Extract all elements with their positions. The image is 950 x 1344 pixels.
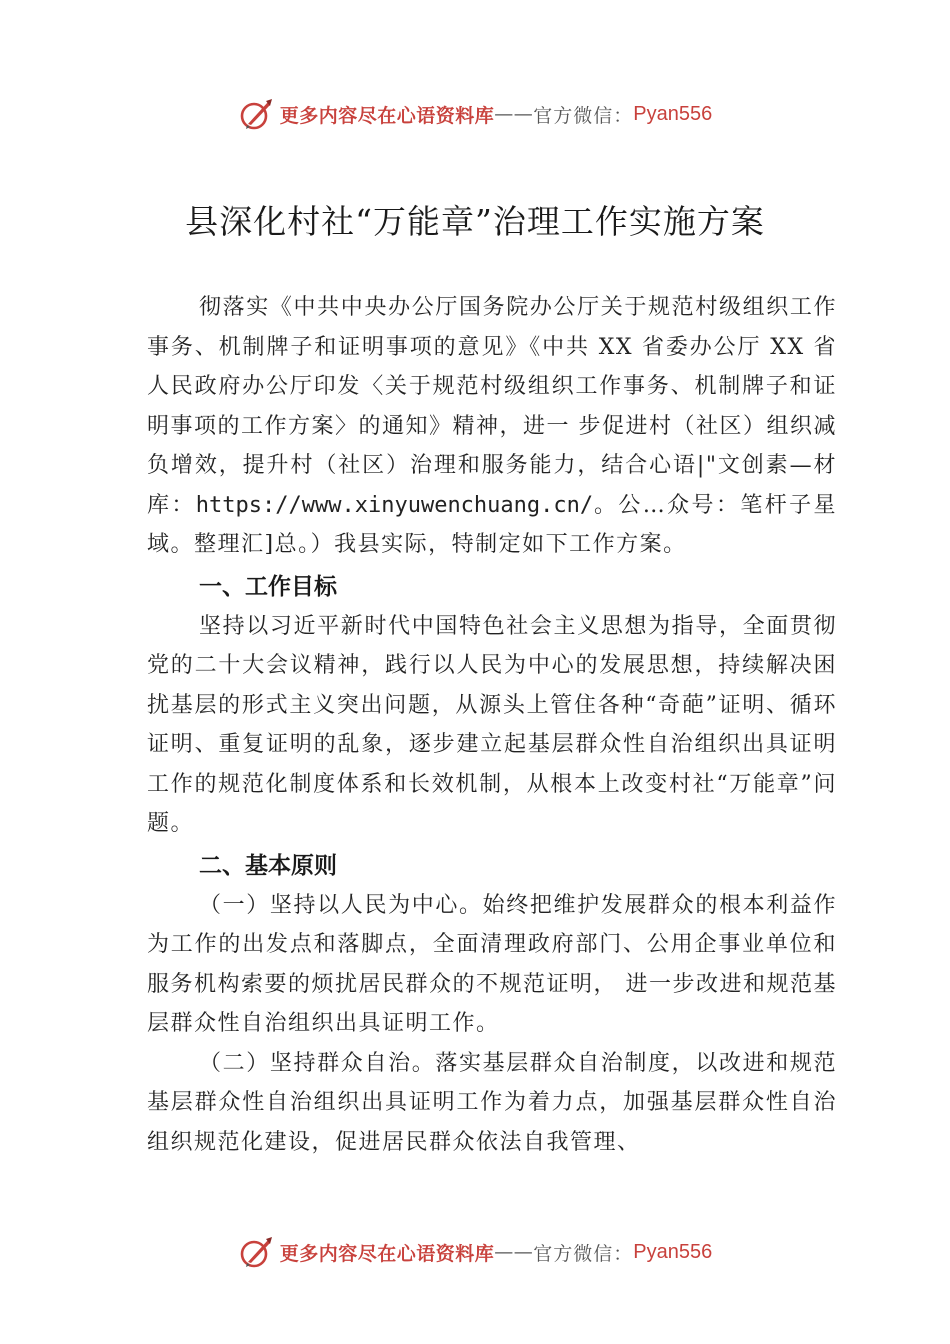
quill-pen-icon — [238, 1234, 274, 1270]
document-title: 县深化村社“万能章”治理工作实施方案 — [185, 202, 765, 241]
intro-paragraph — [147, 288, 837, 565]
principle-paragraph-1: （一）坚持以人民为中心。始终把维护发展群众的根本利益作为工作的出发点和落脚点，全面清理政府部门、公用企事业单位和服务机构索要的烦扰居民群众的不规范证明， 进一步改进和规范基层群众性自治组织出具证明工作。 — [147, 892, 837, 1036]
banner-wechat-label: 官方微信： — [533, 1242, 634, 1265]
section-heading-goals: 一、工作目标 — [199, 572, 337, 599]
goals-paragraph: 坚持以习近平新时代中国特色社会主义思想为指导，全面贯彻党的二十大会议精神，践行以人民为中心的发展思想，持续解决困扰基层的形式主义突出问题，从源头上管住各种“奇葩”证明、循环证明、重复证明的乱象，逐步建立起基层群众性自治组织出具证明工作的规范化制度体系和长效机制，从根本上改变村社“万能章”问题。 — [147, 613, 837, 836]
document-body — [147, 288, 837, 1162]
banner-slogan: 更多内容尽在心语资料库 — [279, 1242, 495, 1265]
intro-text-after-url: 。公…众号：笔杆子星域。整理汇]总。）我县实际，特制定如下工作方案。 — [147, 492, 837, 557]
section-heading-principles: 二、基本原则 — [199, 851, 337, 878]
banner-separator: —— — [494, 1241, 534, 1263]
banner-wechat-id: Pyan556 — [633, 1240, 713, 1263]
banner-slogan: 更多内容尽在心语资料库 — [279, 104, 495, 127]
intro-url: https://www.xinyuwenchuang.cn/ — [195, 492, 594, 518]
principle-paragraph-2: （二）坚持群众自治。落实基层群众自治制度，以改进和规范基层群众性自治组织出具证明工作为着力点，加强基层群众性自治组织规范化建设，促进居民群众依法自我管理、 — [147, 1050, 837, 1155]
banner-separator: —— — [494, 103, 534, 125]
header-watermark-banner — [0, 92, 950, 136]
intro-text-before-url: 彻落实《中共中央办公厅国务院办公厅关于规范村级组织工作事务、机制牌子和证明事项的意见》《中共 XX 省委办公厅 XX 省人民政府办公厅印发〈关于规范村级组织工作事务、机制牌子和证明事项的工作方案〉的通知》精神，进一 步促进村（社区）组织减负增效，提升村（社区）治理和服务能力，结合心语|"文创素—材库： — [147, 295, 837, 518]
quill-pen-icon — [238, 96, 274, 132]
banner-wechat-id: Pyan556 — [633, 102, 713, 125]
footer-watermark-banner — [0, 1230, 950, 1274]
banner-wechat-label: 官方微信： — [533, 104, 634, 127]
